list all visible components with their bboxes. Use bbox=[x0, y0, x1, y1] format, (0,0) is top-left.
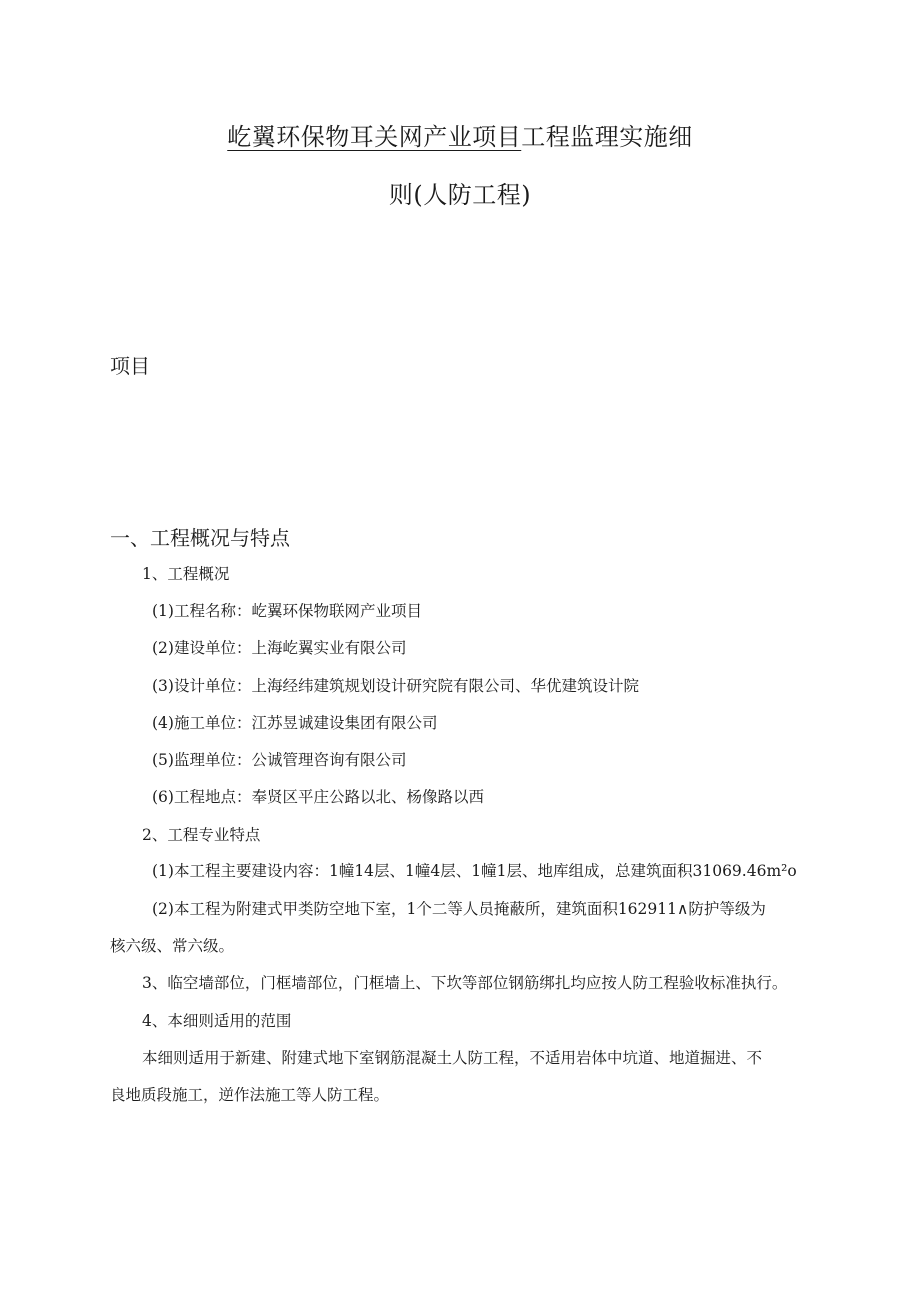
overview-item-location: (6)工程地点：奉贤区平庄公路以北、杨像路以西 bbox=[152, 788, 484, 806]
feature-item-2: (2)本工程为附建式甲类防空地下室，1个二等人员掩蔽所，建筑面积162911∧防护等级为 bbox=[152, 900, 766, 918]
overview-item-supervisor: (5)监理单位：公诚管理咨询有限公司 bbox=[152, 751, 407, 769]
scope-paragraph-line-1: 本细则适用于新建、附建式地下室钢筋混凝土人防工程，不适用岩体中坑道、地道掘进、不 bbox=[142, 1049, 763, 1067]
overview-item-designer: (3)设计单位：上海经纬建筑规划设计研究院有限公司、华优建筑设计院 bbox=[152, 677, 639, 695]
subheading-project-overview: 1、工程概况 bbox=[142, 565, 230, 583]
project-label: 项目 bbox=[110, 354, 150, 378]
title-rest: 工程监理实施细 bbox=[521, 123, 693, 151]
document-title-line-1 bbox=[0, 117, 920, 152]
subheading-features: 2、工程专业特点 bbox=[142, 826, 261, 844]
feature-item-1: (1)本工程主要建设内容：1幢14层、1幢4层、1幢1层、地库组成，总建筑面积31069.46m²o bbox=[152, 862, 797, 880]
overview-item-contractor: (4)施工单位：江苏昱诚建设集团有限公司 bbox=[152, 714, 438, 732]
document-title-line-2: 则(人防工程) bbox=[388, 181, 532, 209]
item-3-paragraph: 3、临空墙部位，门框墙部位，门框墙上、下坎等部位钢筋绑扎均应按人防工程验收标准执行。 bbox=[142, 974, 788, 992]
overview-item-owner: (2)建设单位：上海屹翼实业有限公司 bbox=[152, 639, 407, 657]
overview-item-name: (1)工程名称：屹翼环保物联网产业项目 bbox=[152, 602, 422, 620]
title-project-name: 屹翼环保物耳关网产业项目 bbox=[227, 123, 522, 151]
section-heading-overview: 一、工程概况与特点 bbox=[110, 526, 290, 550]
subheading-scope: 4、本细则适用的范围 bbox=[142, 1012, 292, 1030]
feature-item-2-cont: 核六级、常六级。 bbox=[110, 937, 235, 955]
scope-paragraph-line-2: 良地质段施工，逆作法施工等人防工程。 bbox=[110, 1086, 390, 1104]
